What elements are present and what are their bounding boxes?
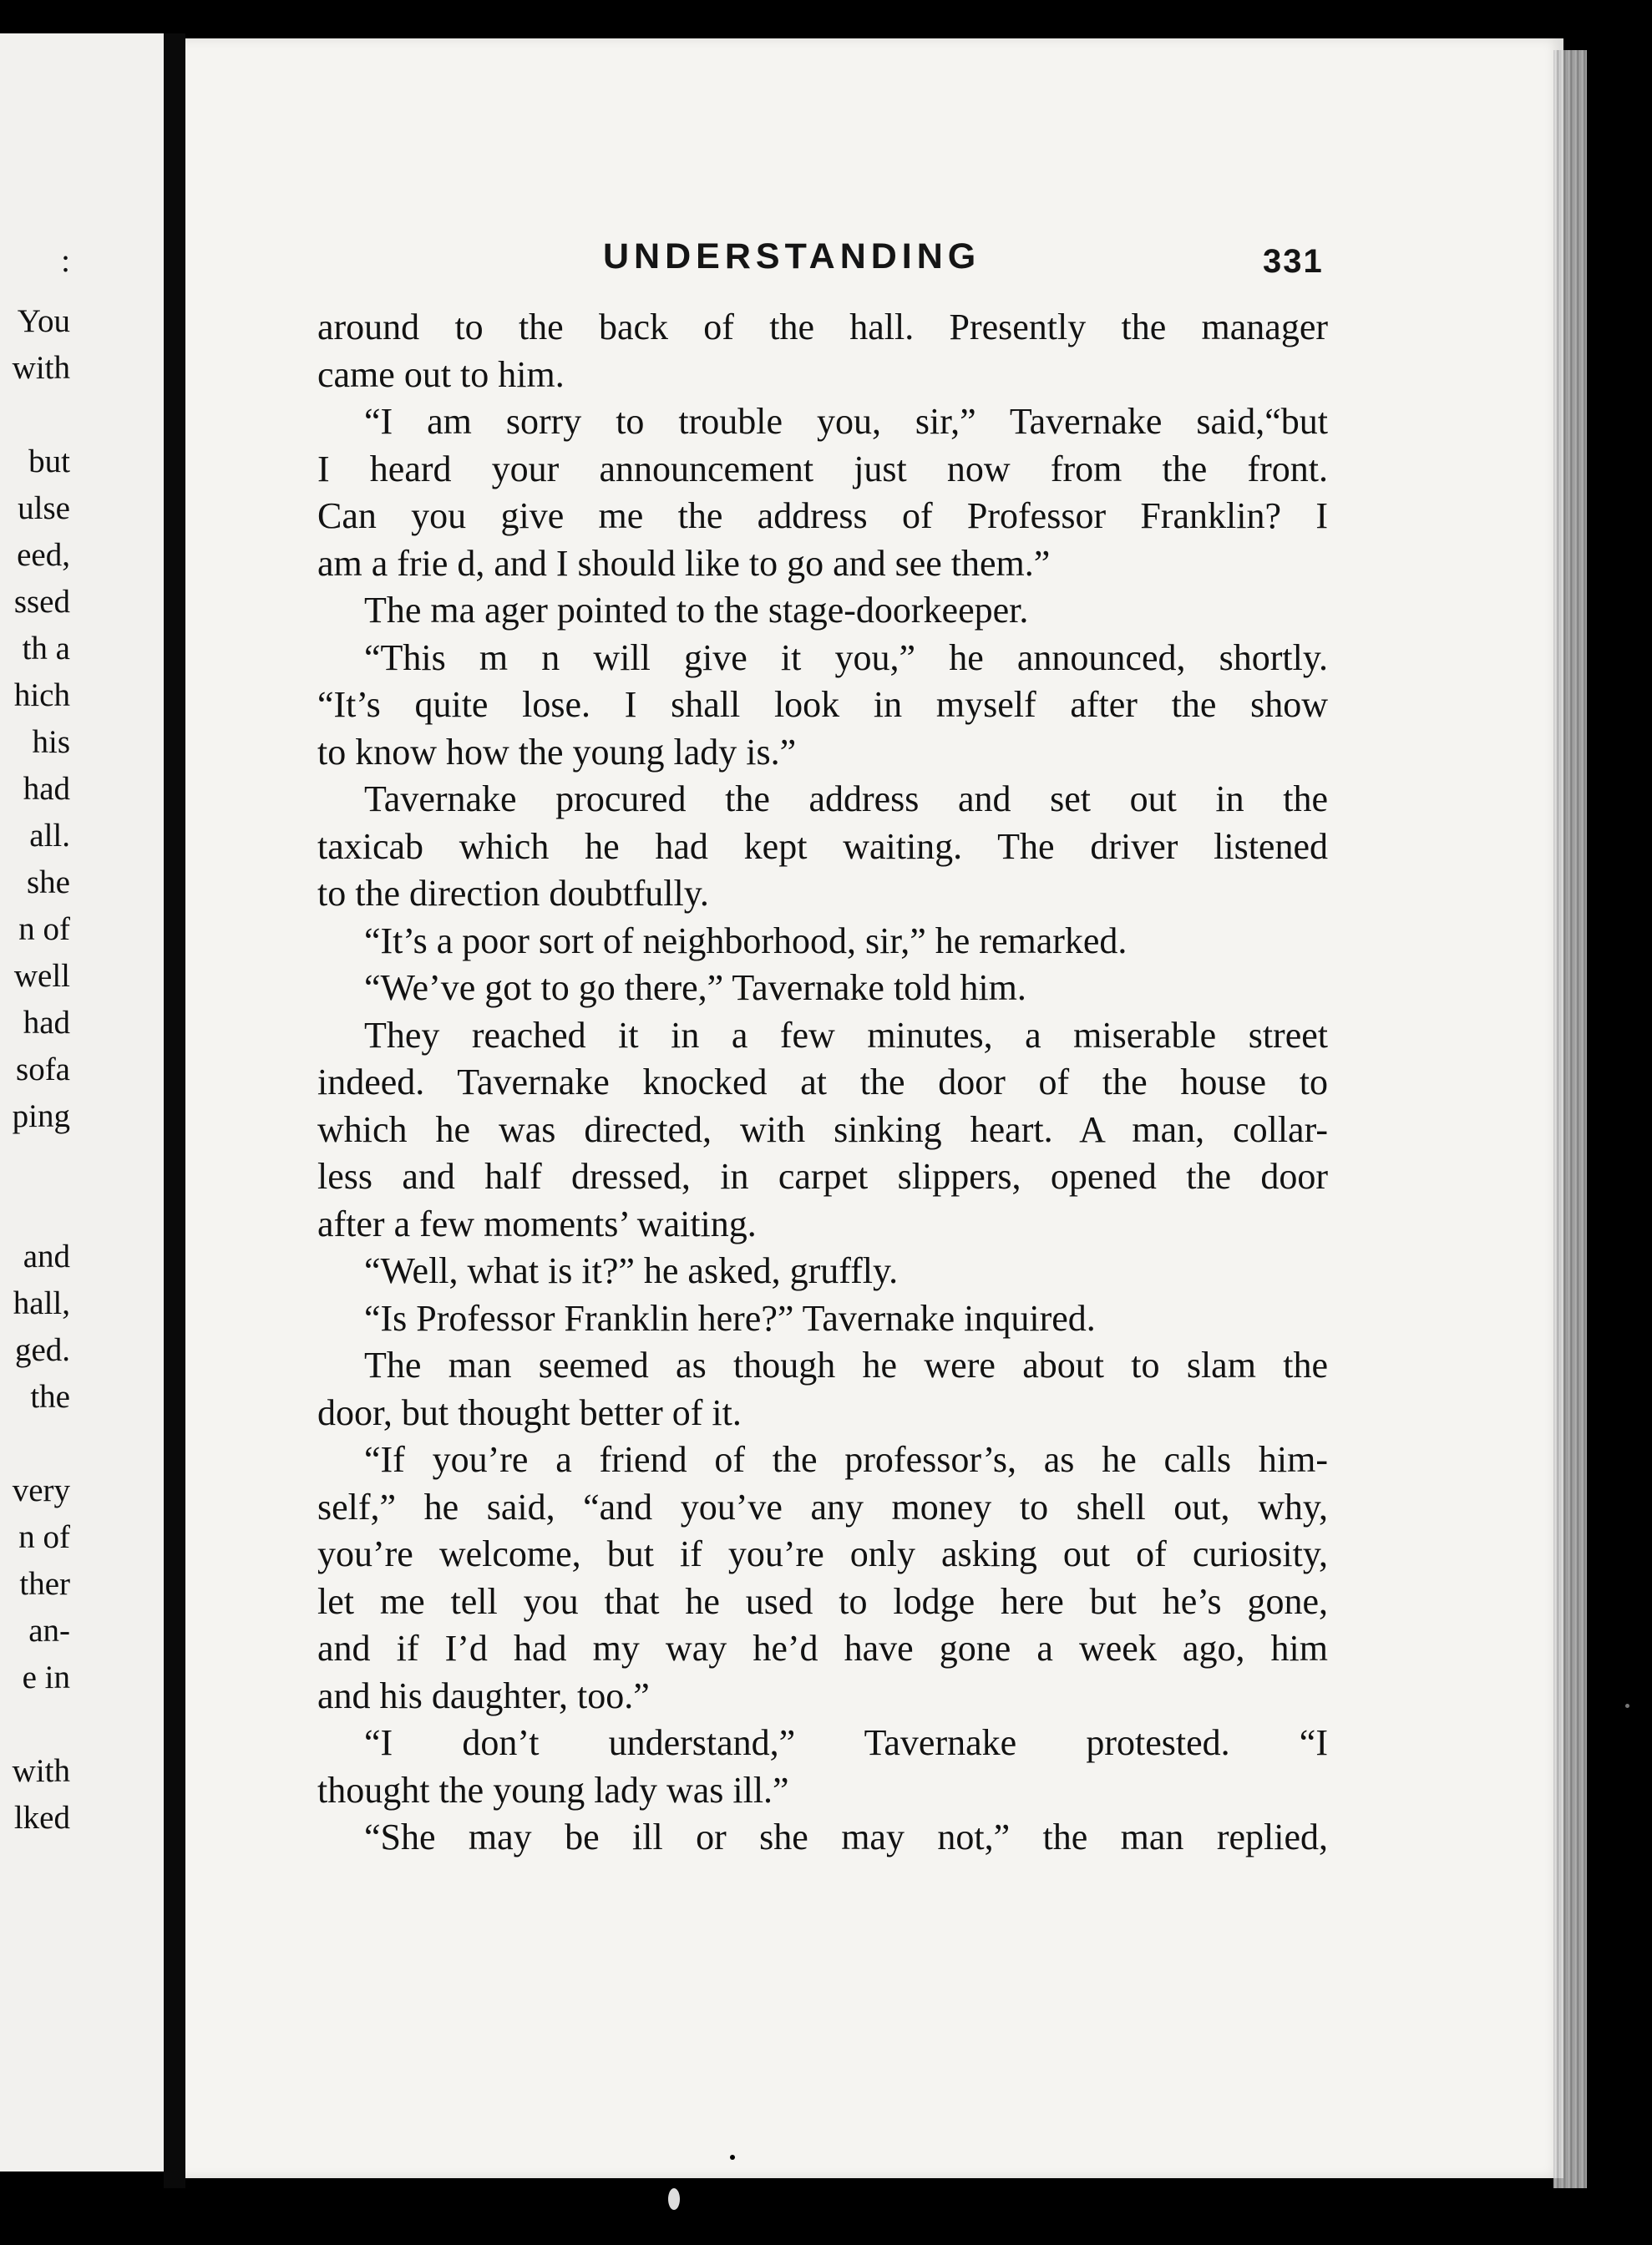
left-facing-page <box>0 33 167 2172</box>
left-page-line: the <box>30 1379 70 1415</box>
text-line: around to the back of the hall. Presently the manager <box>317 307 1328 347</box>
text-line: “This m n will give it you,” he announced, shortly. <box>364 636 1328 678</box>
text-line: Can you give me the address of Professor Franklin? I <box>317 495 1328 536</box>
text-line: which he was directed, with sinking heart. A man, collar- <box>317 1108 1328 1150</box>
text-line: indeed. Tavernake knocked at the door of the house to <box>317 1062 1328 1102</box>
text-line: Tavernake procured the address and set out in the <box>364 778 1328 819</box>
left-page-line: ged. <box>14 1332 70 1368</box>
left-page-line: and <box>23 1239 70 1275</box>
text-line: less and half dressed, in carpet slippers, opened the door <box>317 1156 1328 1197</box>
text-line: taxicab which he had kept waiting. The driver listened <box>317 825 1328 867</box>
left-page-line: lked <box>13 1800 70 1836</box>
text-line: thought the young lady was ill.” <box>317 1769 789 1811</box>
text-line: I heard your announcement just now from the front. <box>317 448 1328 489</box>
left-page-line: she <box>27 864 70 900</box>
text-line: “Is Professor Franklin here?” Tavernake inquired. <box>364 1297 1096 1339</box>
text-line: let me tell you that he used to lodge here but he’s gone, <box>317 1580 1328 1622</box>
book-gutter <box>164 33 185 2188</box>
left-page-line: ther <box>19 1566 70 1602</box>
left-page-line: all. <box>29 818 70 854</box>
text-line: to the direction doubtfully. <box>317 873 709 914</box>
text-line: you’re welcome, but if you’re only asking out of curiosity, <box>317 1533 1328 1574</box>
left-page-line: You <box>17 303 70 339</box>
left-page-line: sofa <box>16 1052 70 1087</box>
left-page-line: ulse <box>18 490 70 526</box>
left-page-line: hall, <box>13 1285 70 1321</box>
text-line: “We’ve got to go there,” Tavernake told him. <box>364 967 1026 1008</box>
left-page-line: ping <box>12 1098 70 1134</box>
page-edge-stack <box>1553 50 1587 2188</box>
scan-speck <box>730 2155 735 2160</box>
left-page-line: hich <box>13 677 70 713</box>
left-page-line: n of <box>18 911 70 947</box>
body-text <box>317 304 1328 1862</box>
scan-speck <box>668 2188 680 2210</box>
text-line: and his daughter, too.” <box>317 1675 650 1716</box>
text-line: “It’s quite lose. I shall look in myself after the show <box>317 684 1328 725</box>
left-page-line: with <box>12 1753 70 1789</box>
text-line: “I don’t understand,” Tavernake protested. “I <box>364 1722 1328 1763</box>
left-page-line: th a <box>22 631 70 666</box>
left-page-line: with <box>12 350 70 386</box>
text-line: door, but thought better of it. <box>317 1391 742 1433</box>
text-line: came out to him. <box>317 353 565 395</box>
left-page-line: e in <box>22 1660 70 1695</box>
left-page-line: had <box>23 1005 70 1041</box>
page-number: 331 <box>1263 243 1324 280</box>
left-page-line: eed, <box>17 537 70 573</box>
left-page-line: n of <box>18 1519 70 1555</box>
text-line: to know how the young lady is.” <box>317 731 797 773</box>
left-page-line: but <box>28 443 70 479</box>
left-page-line: well <box>13 958 70 994</box>
text-line: after a few moments’ waiting. <box>317 1203 757 1244</box>
text-line: and if I’d had my way he’d have gone a week ago, him <box>317 1628 1328 1669</box>
text-line: “Well, what is it?” he asked, gruffly. <box>364 1250 899 1291</box>
left-page-line: ssed <box>13 584 70 620</box>
text-line: They reached it in a few minutes, a miserable street <box>364 1014 1328 1056</box>
left-page-line: very <box>12 1472 70 1508</box>
text-line: “If you’re a friend of the professor’s, as he calls him- <box>364 1439 1328 1480</box>
text-line: The man seemed as though he were about to slam the <box>364 1345 1328 1386</box>
text-line: “It’s a poor sort of neighborhood, sir,” he remarked. <box>364 920 1128 961</box>
left-page-line: an- <box>28 1613 70 1649</box>
text-line: “I am sorry to trouble you, sir,” Tavernake said,“but <box>364 401 1328 442</box>
running-head: UNDERSTANDING <box>603 236 981 276</box>
text-line: self,” he said, “and you’ve any money to shell out, why, <box>317 1486 1328 1528</box>
left-page-line: had <box>23 771 70 807</box>
text-line: am a frie d, and I should like to go and see them.” <box>317 542 1051 584</box>
scan-speck <box>1625 1704 1629 1708</box>
left-page-line: his <box>32 724 70 760</box>
text-line: The ma ager pointed to the stage-doorkeeper. <box>364 590 1029 631</box>
text-line: “She may be ill or she may not,” the man replied, <box>364 1817 1328 1857</box>
left-page-line: : <box>61 243 70 279</box>
